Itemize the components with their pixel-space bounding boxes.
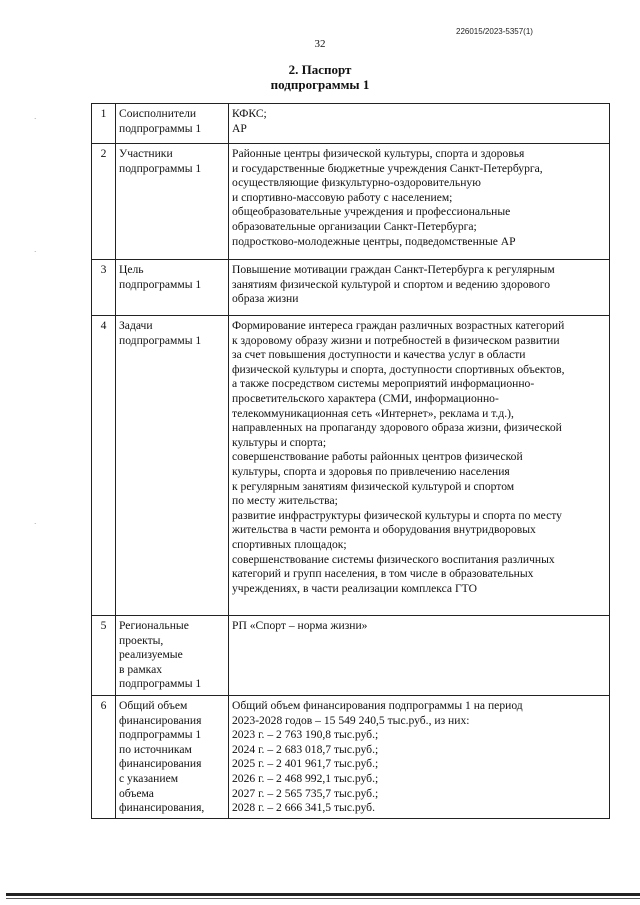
- row-label-line: Общий объем: [119, 699, 188, 712]
- row-content: [229, 616, 610, 696]
- row-label-line: проекты,: [119, 633, 164, 647]
- row-content-line: осуществляющие физкультурно-оздоровительную: [232, 176, 481, 190]
- row-content-line: просветительского характера (СМИ, информационно-: [232, 391, 499, 405]
- row-label-line: с указанием: [119, 771, 179, 785]
- row-label-line: Цель: [119, 263, 144, 276]
- row-content: [229, 696, 610, 819]
- row-number: 1: [92, 104, 116, 144]
- row-label-line: по источникам: [119, 742, 192, 756]
- row-content-line: занятиям физической культурой и спортом и ведению здорового: [232, 277, 551, 291]
- row-label-line: финансирования: [119, 757, 202, 771]
- margin-scan-mark: ·: [34, 115, 37, 123]
- row-content-line: по месту жительства;: [232, 494, 338, 508]
- row-label-line: подпрограммы 1: [119, 121, 202, 135]
- document-number: 226015/2023-5357(1): [456, 27, 533, 36]
- row-content-line: а также посредством системы мероприятий информационно-: [232, 377, 535, 391]
- row-label-line: объема: [119, 786, 154, 800]
- passport-table: [91, 103, 610, 819]
- row-content-line: спортивных площадок;: [232, 537, 347, 551]
- row-content-line: жительства в части ремонта и оборудования внутридворовых: [232, 523, 536, 537]
- row-content-line: РП «Спорт – норма жизни»: [232, 619, 368, 632]
- row-content-line: развитие инфраструктуры физической культуры и спорта по месту: [232, 508, 562, 522]
- row-content-line: за счет повышения доступности и качества услуг в области: [232, 348, 526, 362]
- passport-row-4: [92, 316, 610, 616]
- title-line-1: 2. Паспорт: [288, 62, 352, 77]
- row-label: [116, 104, 229, 144]
- row-content-line: 2027 г. – 2 565 735,7 тыс.руб.;: [232, 786, 379, 800]
- passport-row-2: [92, 144, 610, 260]
- row-content-line: 2024 г. – 2 683 018,7 тыс.руб.;: [232, 742, 379, 756]
- row-label-line: Задачи: [119, 319, 153, 332]
- row-content-line: направленных на пропаганду здорового образа жизни, физической: [232, 421, 562, 435]
- row-label-line: в рамках: [119, 662, 163, 676]
- row-content-line: 2025 г. – 2 401 961,7 тыс.руб.;: [232, 757, 379, 771]
- page-title: [0, 62, 640, 92]
- bottom-scan-border: [6, 893, 640, 896]
- passport-row-6: [92, 696, 610, 819]
- row-number: 4: [92, 316, 116, 616]
- row-content-line: подростково-молодежные центры, подведомственные АР: [232, 234, 516, 248]
- row-content-line: совершенствование работы районных центров физической: [232, 450, 523, 464]
- passport-row-1: [92, 104, 610, 144]
- row-content-line: Повышение мотивации граждан Санкт-Петербурга к регулярным: [232, 263, 555, 276]
- row-label-line: подпрограммы 1: [119, 333, 202, 347]
- row-content-line: к регулярным занятиям физической культурой и спортом: [232, 479, 515, 493]
- margin-scan-mark: ·: [34, 248, 37, 256]
- row-content-line: учреждениях, в части реализации комплекса ГТО: [232, 581, 477, 595]
- row-content-line: физической культуры и спорта, доступности спортивных объектов,: [232, 362, 565, 376]
- row-label-line: Участники: [119, 147, 173, 160]
- title-line-2: подпрограммы 1: [270, 77, 370, 92]
- row-label-line: финансирования,: [119, 801, 205, 815]
- row-label: [116, 260, 229, 316]
- row-label: [116, 696, 229, 819]
- row-content-line: культуры, спорта и здоровья по привлечению населения: [232, 464, 510, 478]
- row-label: [116, 616, 229, 696]
- row-number: 2: [92, 144, 116, 260]
- row-content: [229, 260, 610, 316]
- bottom-scan-border-thin: [6, 898, 640, 899]
- row-content: [229, 104, 610, 144]
- margin-scan-mark: ·: [34, 520, 37, 528]
- passport-table-body: [92, 104, 610, 819]
- row-label-line: реализуемые: [119, 648, 183, 662]
- row-content-line: КФКС;: [232, 107, 267, 120]
- row-content-line: Общий объем финансирования подпрограммы 1 на период: [232, 699, 523, 712]
- row-label-line: подпрограммы 1: [119, 277, 202, 291]
- row-number: 5: [92, 616, 116, 696]
- row-content-line: совершенствование системы физического воспитания различных: [232, 552, 555, 566]
- row-content-line: Районные центры физической культуры, спорта и здоровья: [232, 147, 525, 160]
- row-content-line: 2028 г. – 2 666 341,5 тыс.руб.: [232, 801, 375, 815]
- row-label: [116, 316, 229, 616]
- row-label-line: финансирования: [119, 713, 202, 727]
- row-content-line: культуры и спорта;: [232, 435, 327, 449]
- row-content: [229, 316, 610, 616]
- row-content-line: категорий и групп населения, в том числе в образовательных: [232, 567, 534, 581]
- passport-row-5: [92, 616, 610, 696]
- row-content-line: АР: [232, 121, 247, 135]
- row-content-line: 2026 г. – 2 468 992,1 тыс.руб.;: [232, 771, 379, 785]
- row-label-line: подпрограммы 1: [119, 677, 202, 691]
- row-content-line: образа жизни: [232, 292, 299, 306]
- row-content-line: Формирование интереса граждан различных возрастных категорий: [232, 319, 565, 332]
- row-number: 3: [92, 260, 116, 316]
- row-content: [229, 144, 610, 260]
- row-content-line: к здоровому образу жизни и потребностей в физическом развитии: [232, 333, 560, 347]
- row-label-line: Региональные: [119, 619, 189, 632]
- row-label-line: подпрограммы 1: [119, 728, 202, 742]
- passport-row-3: [92, 260, 610, 316]
- row-content-line: 2023 г. – 2 763 190,8 тыс.руб.;: [232, 728, 379, 742]
- row-content-line: и спортивно-массовую работу с населением;: [232, 190, 453, 204]
- row-label-line: подпрограммы 1: [119, 161, 202, 175]
- row-content-line: и государственные бюджетные учреждения Санкт-Петербурга,: [232, 161, 543, 175]
- row-content-line: телекоммуникационная сеть «Интернет», реклама и т.д.),: [232, 406, 514, 420]
- page-number: 32: [314, 38, 326, 50]
- row-content-line: 2023-2028 годов – 15 549 240,5 тыс.руб., из них:: [232, 713, 470, 727]
- row-number: 6: [92, 696, 116, 819]
- row-content-line: общеобразовательные учреждения и профессиональные: [232, 205, 511, 219]
- row-label-line: Соисполнители: [119, 107, 197, 120]
- row-content-line: образовательные организации Санкт-Петербурга;: [232, 219, 477, 233]
- row-label: [116, 144, 229, 260]
